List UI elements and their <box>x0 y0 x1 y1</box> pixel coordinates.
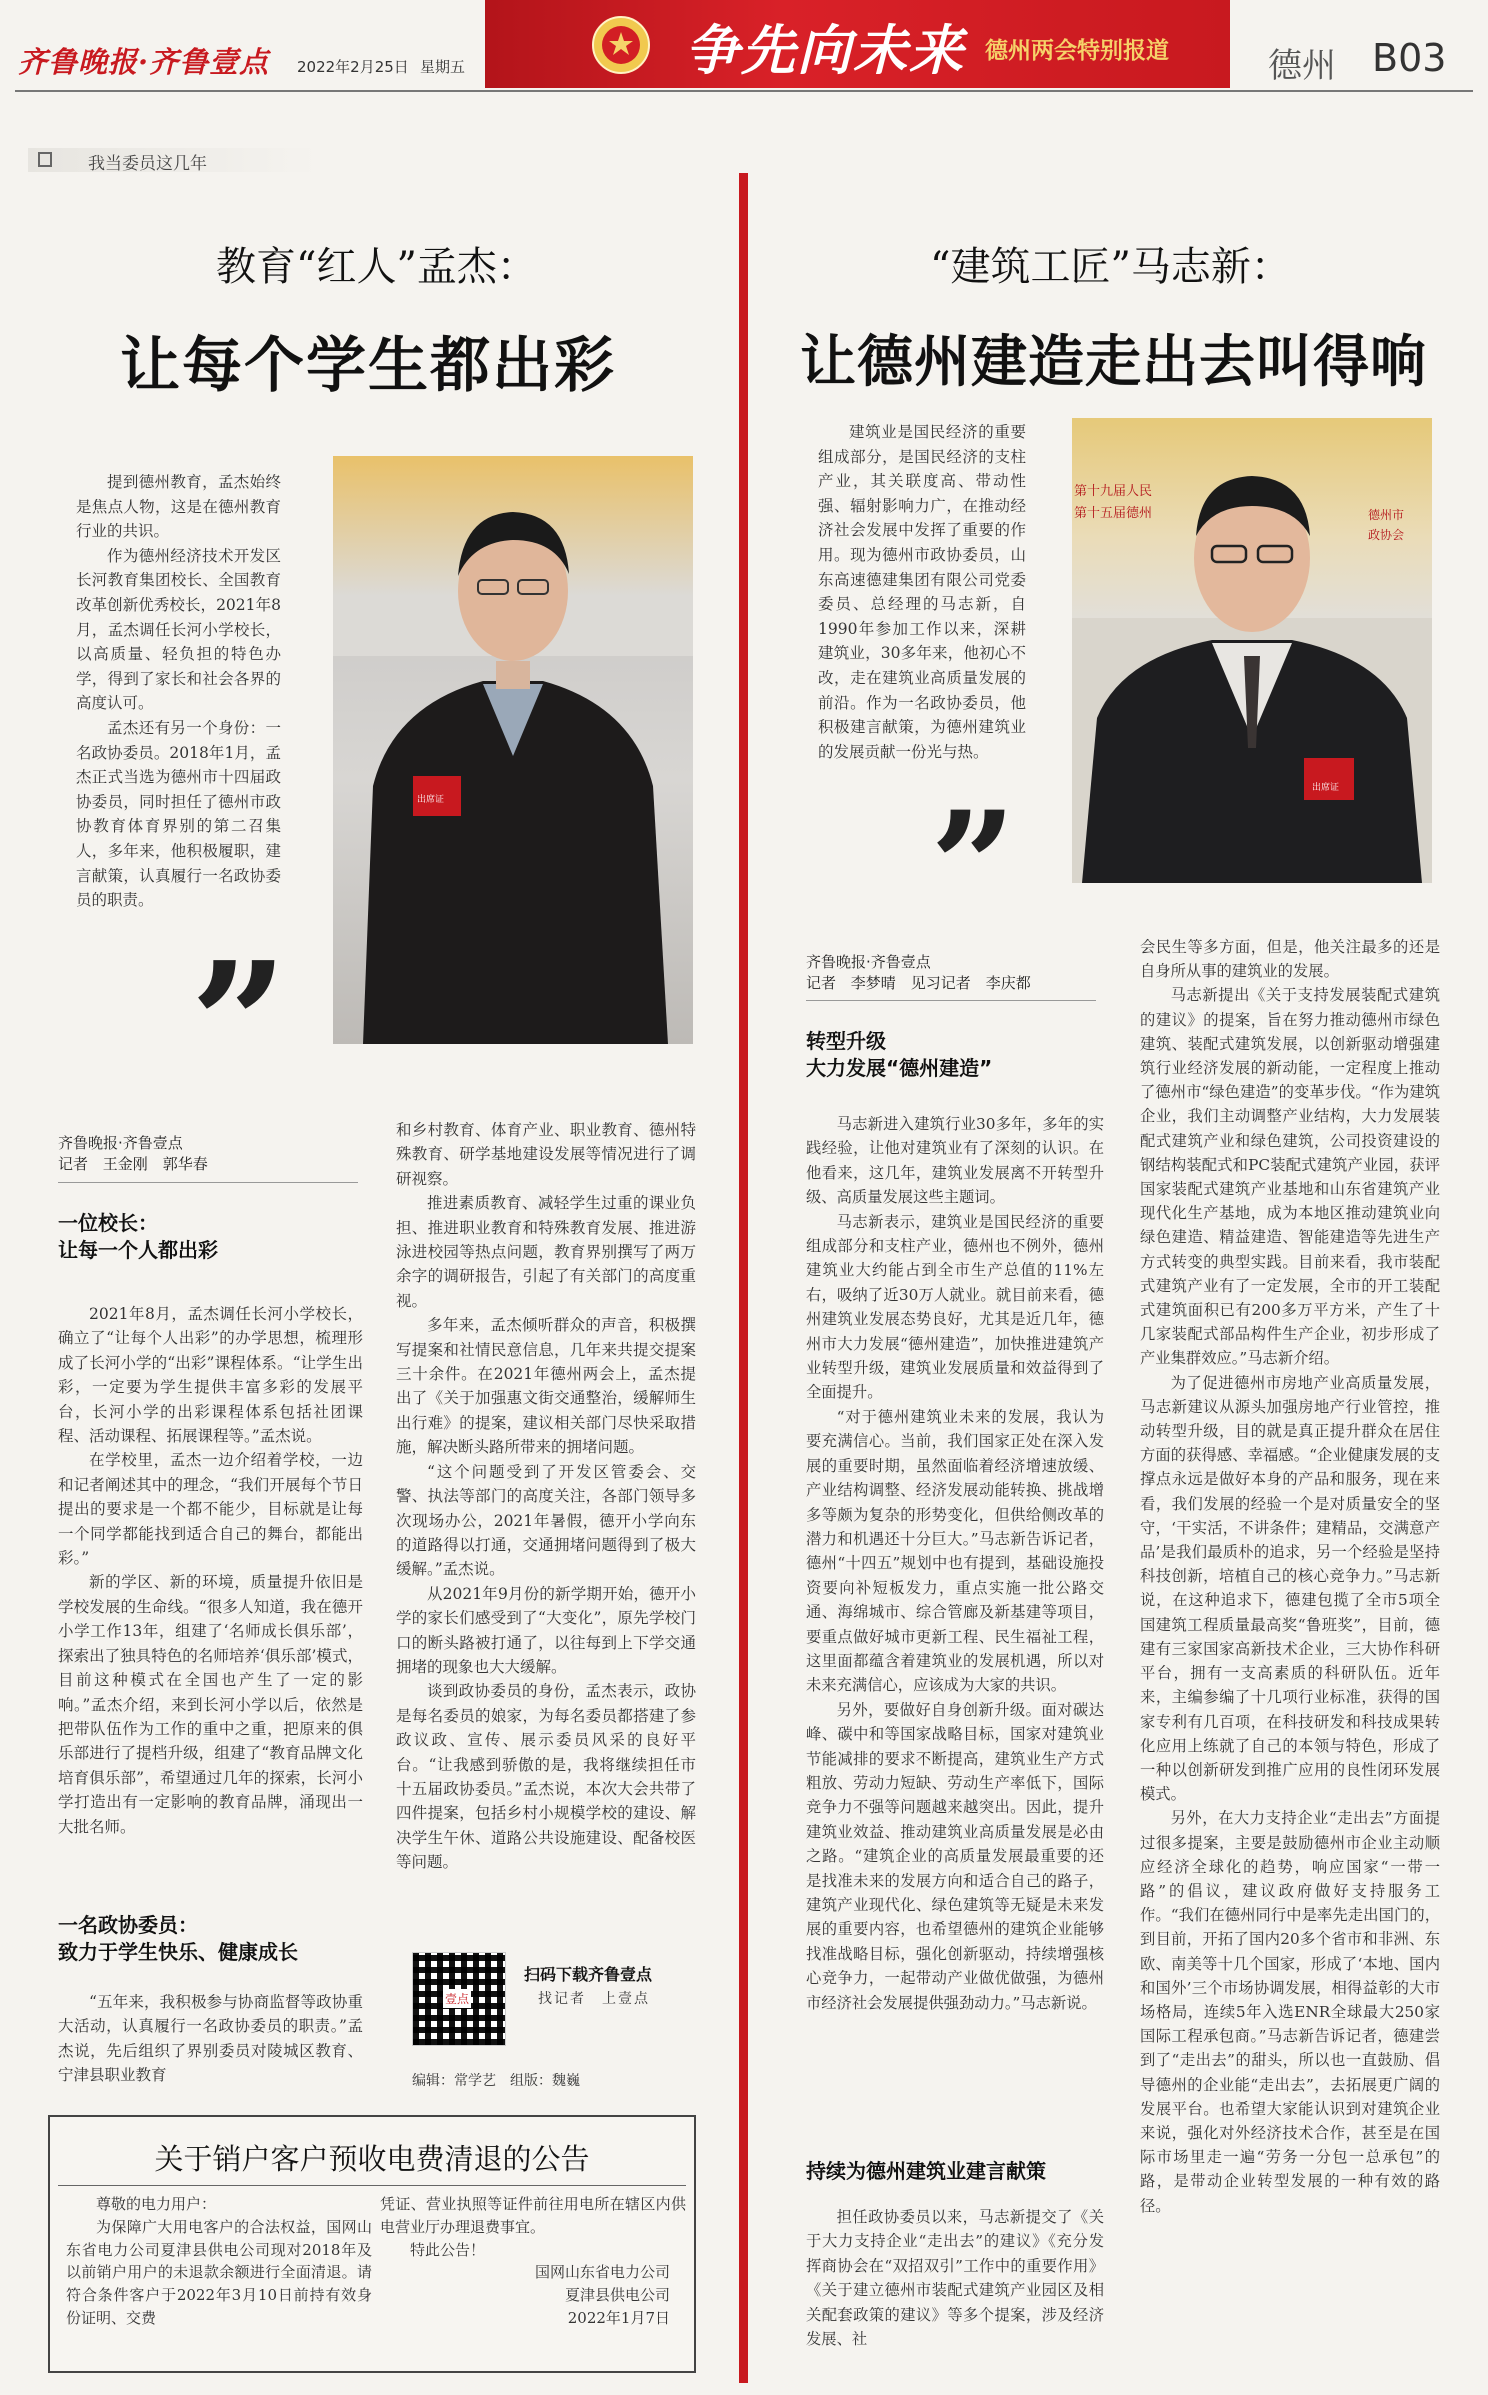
portrait-meng-jie <box>333 456 693 1044</box>
right-column-1-cont <box>806 2205 1104 2351</box>
subheading-line: 一位校长： <box>58 1211 158 1235</box>
byline-rule <box>58 1182 358 1183</box>
body-paragraph: 新的学区、新的环境，质量提升依旧是学校发展的生命线。“很多人知道，我在德开小学工作13年，组建了‘名师成长俱乐部’，探索出了独具特色的名师培养‘俱乐部’模式，目前这种模式在全国也产生了一定的影响。”孟杰介绍，来到长河小学以后，依然是把带队伍作为工作的重中之重，把原来的俱乐部进行了提档升级，组建了“教育品牌文化培育俱乐部”，希望通过几年的探索，长河小学打造出有一定影响的教育品牌，涌现出一大批名师。 <box>58 1573 363 1836</box>
left-kicker: 教育“红人”孟杰： <box>216 244 537 290</box>
body-paragraph: 谈到政协委员的身份，孟杰表示，政协是每名委员的娘家，为每名委员都搭建了参政议政、宣传、展示委员风采的良好平台。“让我感到骄傲的是，我将继续担任市十五届政协委员。”孟杰说，本次大会共带了四件提案，包括乡村小规模学校的建设、解决学生午休、道路公共设施建设、配备校医等问题。 <box>396 1682 696 1872</box>
left-column-1-cont <box>58 1990 363 2088</box>
qr-code[interactable] <box>412 1952 506 2046</box>
notice-title-rule <box>58 2185 686 2186</box>
body-paragraph: 马志新进入建筑行业30多年，多年的实践经验，让他对建筑业有了深刻的认识。在他看来，这几年，建筑业发展离不开转型升级、高质量发展这些主题词。 <box>806 1115 1104 1207</box>
body-paragraph: 2021年8月，孟杰调任长河小学校长，确立了“让每个人出彩”的办学思想，梳理形成了长河小学的“出彩”课程体系。“让学生出彩，一定要为学生提供丰富多彩的发展平台，长河小学的出彩课程体系包括社团课程、活动课程、拓展课程等。”孟杰说。 <box>58 1305 363 1446</box>
notice-date: 2022年1月7日 <box>567 2308 670 2327</box>
notice-col-b <box>380 2193 686 2330</box>
closing-quote-mark: ” <box>190 925 288 1125</box>
notice-closing: 特此公告！ <box>410 2240 486 2259</box>
subheading-line: 转型升级 <box>806 1029 886 1053</box>
backdrop-text: 德州市 <box>1368 508 1405 522</box>
masthead <box>0 0 1488 92</box>
body-paragraph: “这个问题受到了开发区管委会、交警、执法等部门的高度关注，各部门领导多次现场办公，2021年暑假，德开小学向东的道路得以打通，交通拥堵问题得到了极大缓解。”孟杰说。 <box>396 1462 696 1579</box>
masthead-rule <box>15 90 1473 92</box>
body-paragraph: “五年来，我积极参与协商监督等政协重大活动，认真履行一名政协委员的职责。”孟杰说，先后组织了界别委员对陵城区教育、宁津县职业教育 <box>58 1993 363 2085</box>
notice-body: 为保障广大用电客户的合法权益，国网山东省电力公司夏津县供电公司现对2018年及以前销户用户的未退款余额进行全面清退。请符合条件客户于2022年3月10日前持有效身份证明、交费 <box>66 2217 372 2327</box>
right-column-1 <box>806 1112 1104 2015</box>
body-paragraph: 另外，要做好自身创新升级。面对碳达峰、碳中和等国家战略目标，国家对建筑业节能减排的要求不断提高，建筑业生产方式粗放、劳动力短缺、劳动生产率低下，国际竞争力不强等问题越来越突出。因此，提升建筑业效益、推动建筑业高质量发展是必由之路。“建筑企业的高质量发展最重要的还是找准未来的发展方向和适合自己的路子，建筑产业现代化、绿色建筑等无疑是未来发展的重要内容，也希望德州的建筑企业能够找准战略目标，强化创新驱动，持续增强核心竞争力，一起带动产业做优做强，为德州市经济社会发展提供强劲动力。”马志新说。 <box>806 1700 1104 2012</box>
notice-org2: 夏津县供电公司 <box>564 2286 670 2305</box>
body-paragraph: 多年来，孟杰倾听群众的声音，积极撰写提案和社情民意信息，几年来共提交提案三十余件。在2021年德州两会上，孟杰提出了《关于加强惠文街交通整治，缓解师生出行难》的提案，建议相关部门尽快采取措施，解决断头路所带来的拥堵问题。 <box>396 1316 696 1457</box>
right-intro-paragraph: 建筑业是国民经济的重要组成部分，是国民经济的支柱产业，其关联度高、带动性强、辐射影响力广，在推动经济社会发展中发挥了重要的作用。现为德州市政协委员，山东高速德建集团有限公司党委委员、总经理的马志新，自1990年参加工作以来，深耕建筑业，30多年来，他初心不改，走在建筑业高质量发展的前沿。作为一名政协委员，他积极建言献策，为德州建筑业的发展贡献一份光与热。 <box>818 423 1026 761</box>
body-paragraph: 马志新表示，建筑业是国民经济的重要组成部分和支柱产业，德州也不例外，德州建筑业大约能占到全市生产总值的11%左右，吸纳了近30万人就业。就目前来看，德州建筑业发展态势良好，尤其是近几年，德州市大力发展“德州建造”，加快推进建筑产业转型升级，建筑业发展质量和效益得到了全面提升。 <box>806 1212 1104 1402</box>
backdrop-text: 第十九届人民 <box>1074 484 1153 499</box>
page-number: B03 <box>1372 36 1447 80</box>
section-city: 德州 <box>1268 46 1336 86</box>
qr-center-label: 壹点 <box>443 1989 471 2008</box>
notice-salutation: 尊敬的电力用户： <box>96 2195 217 2213</box>
byline-reporters: 王金刚 郭华春 <box>102 1155 208 1173</box>
subheading-line: 大力发展“德州建造” <box>806 1056 993 1080</box>
editor-credit: 编辑：常学艺 组版：魏巍 <box>412 2073 580 2089</box>
section-divider <box>739 173 748 2383</box>
backdrop-text: 第十五届德州 <box>1074 506 1153 521</box>
attendance-badge: 出席证 <box>1312 783 1340 793</box>
byline-reporters-row <box>58 1154 208 1175</box>
closing-quote-mark: ” <box>930 779 1017 955</box>
body-paragraph: “对于德州建筑业未来的发展，我认为要充满信心。当前，我们国家正处在深入发展的重要时期，虽然面临着经济增速放缓、产业结构调整、经济发展动能转换、挑战增多等颇为复杂的形势变化，但供给侧改革的潜力和机遇还十分巨大。”马志新告诉记者，德州“十四五”规划中也有提到，基础设施投资要向补短板发力，重点实施一批公路交通、海绵城市、综合管廊及新基建等项目，要重点做好城市更新工程、民生福祉工程，这里面都蕴含着建筑业的发展机遇，所以对未来充满信心，应该成为大家的共识。 <box>806 1407 1104 1695</box>
body-paragraph: 会民生等多方面，但是，他关注最多的还是自身所从事的建筑业的发展。 <box>1140 938 1440 981</box>
special-report-banner <box>485 0 1230 88</box>
byline-reporters-label: 记者 <box>806 974 837 992</box>
byline-reporters-label: 记者 <box>58 1155 89 1173</box>
right-headline: 让德州建造走出去叫得响 <box>800 329 1427 395</box>
qr-subtitle: 找记者 上壹点 <box>538 1991 650 2007</box>
body-paragraph: 马志新提出《关于支持发展装配式建筑的建议》的提案，旨在努力推动德州市绿色建筑、装配式建筑发展，以创新驱动增强建筑行业经济发展的新动能，一定程度上推动了德州市“绿色建造”的变革步伐。“作为建筑企业，我们主动调整产业结构，大力发展装配式建筑产业和绿色建筑，公司投资建设的钢结构装配式和PC装配式建筑产业园，获评国家装配式建筑产业基地和山东省建筑产业现代化生产基地，成为本地区推动建筑业向绿色建造、精益建造、智能建造等先进生产方式转变的典型实践。目前来看，我市装配式建筑产业有了一定发展，全市的开工装配式建筑面积已有200多万平方米，产生了十几家装配式部品构件生产企业，初步形成了产业集群效应。”马志新介绍。 <box>1140 986 1440 1368</box>
column-tag-label: 我当委员这几年 <box>88 154 207 174</box>
qr-block <box>412 1952 702 2062</box>
right-intro <box>818 420 1026 764</box>
byline-reporters: 李梦晴 见习记者 李庆都 <box>850 974 1031 992</box>
power-notice <box>48 2115 696 2373</box>
bookmark-icon <box>38 152 52 167</box>
notice-org1: 国网山东省电力公司 <box>534 2263 670 2282</box>
left-subheading-2 <box>58 1912 298 1966</box>
subheading-line: 让每一个人都出彩 <box>58 1238 218 1262</box>
brand-logo: 齐鲁晚报·齐鲁壹点 <box>18 45 270 79</box>
left-byline <box>58 1133 208 1175</box>
body-paragraph: 推进素质教育、减轻学生过重的课业负担、推进职业教育和特殊教育发展、推进游泳进校园等热点问题，教育界别撰写了两万余字的调研报告，引起了有关部门的高度重视。 <box>396 1194 696 1310</box>
person-silhouette <box>1072 418 1432 883</box>
body-paragraph: 从2021年9月份的新学期开始，德开小学的家长们感受到了“大变化”，原先学校门口的断头路被打通了，以往每到上下学交通拥堵的现象也大大缓解。 <box>396 1584 696 1676</box>
attendance-badge: 出席证 <box>417 795 445 805</box>
right-subheading-1 <box>806 1028 992 1082</box>
left-intro <box>76 470 281 913</box>
notice-col-a <box>66 2193 372 2330</box>
byline-outlet: 齐鲁晚报·齐鲁壹点 <box>58 1134 183 1152</box>
qr-title: 扫码下载齐鲁壹点 <box>524 1965 653 1984</box>
issue-weekday: 星期五 <box>420 58 466 76</box>
body-paragraph: 为了促进德州市房地产业高质量发展，马志新建议从源头加强房地产行业管控，推动转型升级，目的就是真正提升群众在居住方面的获得感、幸福感。“企业健康发展的支撑点永远是做好本身的产品和服务，现在来看，我们发展的经验一个是对质量安全的坚守，‘干实活，不讲条件；建精品，交满意产品’是我们最质朴的追求，另一个经验是坚持科技创新，培植自己的核心竞争力。”马志新说，在这种追求下，德建包揽了全市5项全国建筑工程质量最高奖“鲁班奖”，目前，德建有三家国家高新技术企业，三大协作科研平台，拥有一支高素质的科研队伍。近年来，主编参编了十几项行业标准，获得的国家专利有几百项，在科技研发和科技成果转化应用上练就了自己的本领与特色，形成了一种以创新研发到推广应用的良性闭环发展模式。 <box>1140 1373 1440 1804</box>
notice-body: 凭证、营业执照等证件前往用电所在辖区内供电营业厅办理退费事宜。 <box>380 2195 686 2236</box>
notice-title: 关于销户客户预收电费清退的公告 <box>154 2142 590 2176</box>
byline-outlet: 齐鲁晚报·齐鲁壹点 <box>806 953 931 971</box>
right-column-2 <box>1140 935 1440 2218</box>
subheading-line: 一名政协委员： <box>58 1913 198 1937</box>
column-tag <box>28 148 318 172</box>
portrait-ma-zhixin <box>1072 418 1432 883</box>
left-intro-paragraph: 孟杰还有另一个身份：一名政协委员。2018年1月，孟杰正式当选为德州市十四届政协委员，同时担任了德州市政协教育体育界别的第二召集人，多年来，他积极履职，建言献策，认真履行一名政协委员的职责。 <box>76 718 281 910</box>
right-subheading-2: 持续为德州建筑业建言献策 <box>806 2159 1046 2183</box>
left-headline: 让每个学生都出彩 <box>120 331 616 401</box>
backdrop-text: 政协会 <box>1368 528 1405 542</box>
body-paragraph: 在学校里，孟杰一边介绍着学校，一边和记者阐述其中的理念，“我们开展每个节日提出的要求是一个都不能少，目标就是让每一个同学都能找到适合自己的舞台，都能出彩。” <box>58 1451 363 1568</box>
body-paragraph: 和乡村教育、体育产业、职业教育、德州特殊教育、研学基地建设发展等情况进行了调研视察。 <box>396 1121 696 1188</box>
left-intro-paragraph: 作为德州经济技术开发区长河教育集团校长、全国教育改革创新优秀校长，2021年8月，孟杰调任长河小学校长，以高质量、轻负担的特色办学，得到了家长和社会各界的高度认可。 <box>76 546 281 713</box>
banner-slogan: 争先向未来 <box>685 18 965 82</box>
byline-reporters-row <box>806 973 1031 994</box>
left-column-2 <box>396 1118 696 1875</box>
left-column-1 <box>58 1302 363 1839</box>
left-intro-paragraph: 提到德州教育，孟杰始终是焦点人物，这是在德州教育行业的共识。 <box>76 473 281 541</box>
right-kicker: “建筑工匠”马志新： <box>930 244 1291 290</box>
right-byline <box>806 952 1031 994</box>
byline-rule <box>806 1000 1096 1001</box>
body-paragraph: 担任政协委员以来，马志新提交了《关于大力支持企业“走出去”的建议》《充分发挥商协会在“双招双引”工作中的重要作用》《关于建立德州市装配式建筑产业园区及相关配套政策的建议》等多个提案，涉及经济发展、社 <box>806 2208 1104 2349</box>
subheading-line: 致力于学生快乐、健康成长 <box>58 1940 298 1964</box>
issue-date: 2022年2月25日 <box>297 58 409 76</box>
person-silhouette <box>333 456 693 1044</box>
cppcc-emblem-icon <box>590 14 652 76</box>
body-paragraph: 另外，在大力支持企业“走出去”方面提过很多提案，主要是鼓励德州市企业主动顺应经济全球化的趋势，响应国家“一带一路”的倡议，建议政府做好支持服务工作。“我们在德州同行中是率先走出国门的，到目前，开拓了国内20多个省市和非洲、东欧、南美等十几个国家，形成了‘本地、国内和国外’三个市场协调发展，相得益彰的大市场格局，连续5年入选ENR全球最大250家国际工程承包商。”马志新告诉记者，德建尝到了“走出去”的甜头，所以也一直鼓励、倡导德州的企业能“走出去”，去拓展更广阔的发展平台。也希望大家能认识到对建筑企业来说，强化对外经济技术合作，甚至是在国际市场里走一遍“劳务一分包一总承包”的路，是带动企业转型发展的一种有效的路径。 <box>1140 1809 1440 2215</box>
left-subheading-1 <box>58 1210 218 1264</box>
banner-subtitle: 德州两会特别报道 <box>985 38 1169 64</box>
